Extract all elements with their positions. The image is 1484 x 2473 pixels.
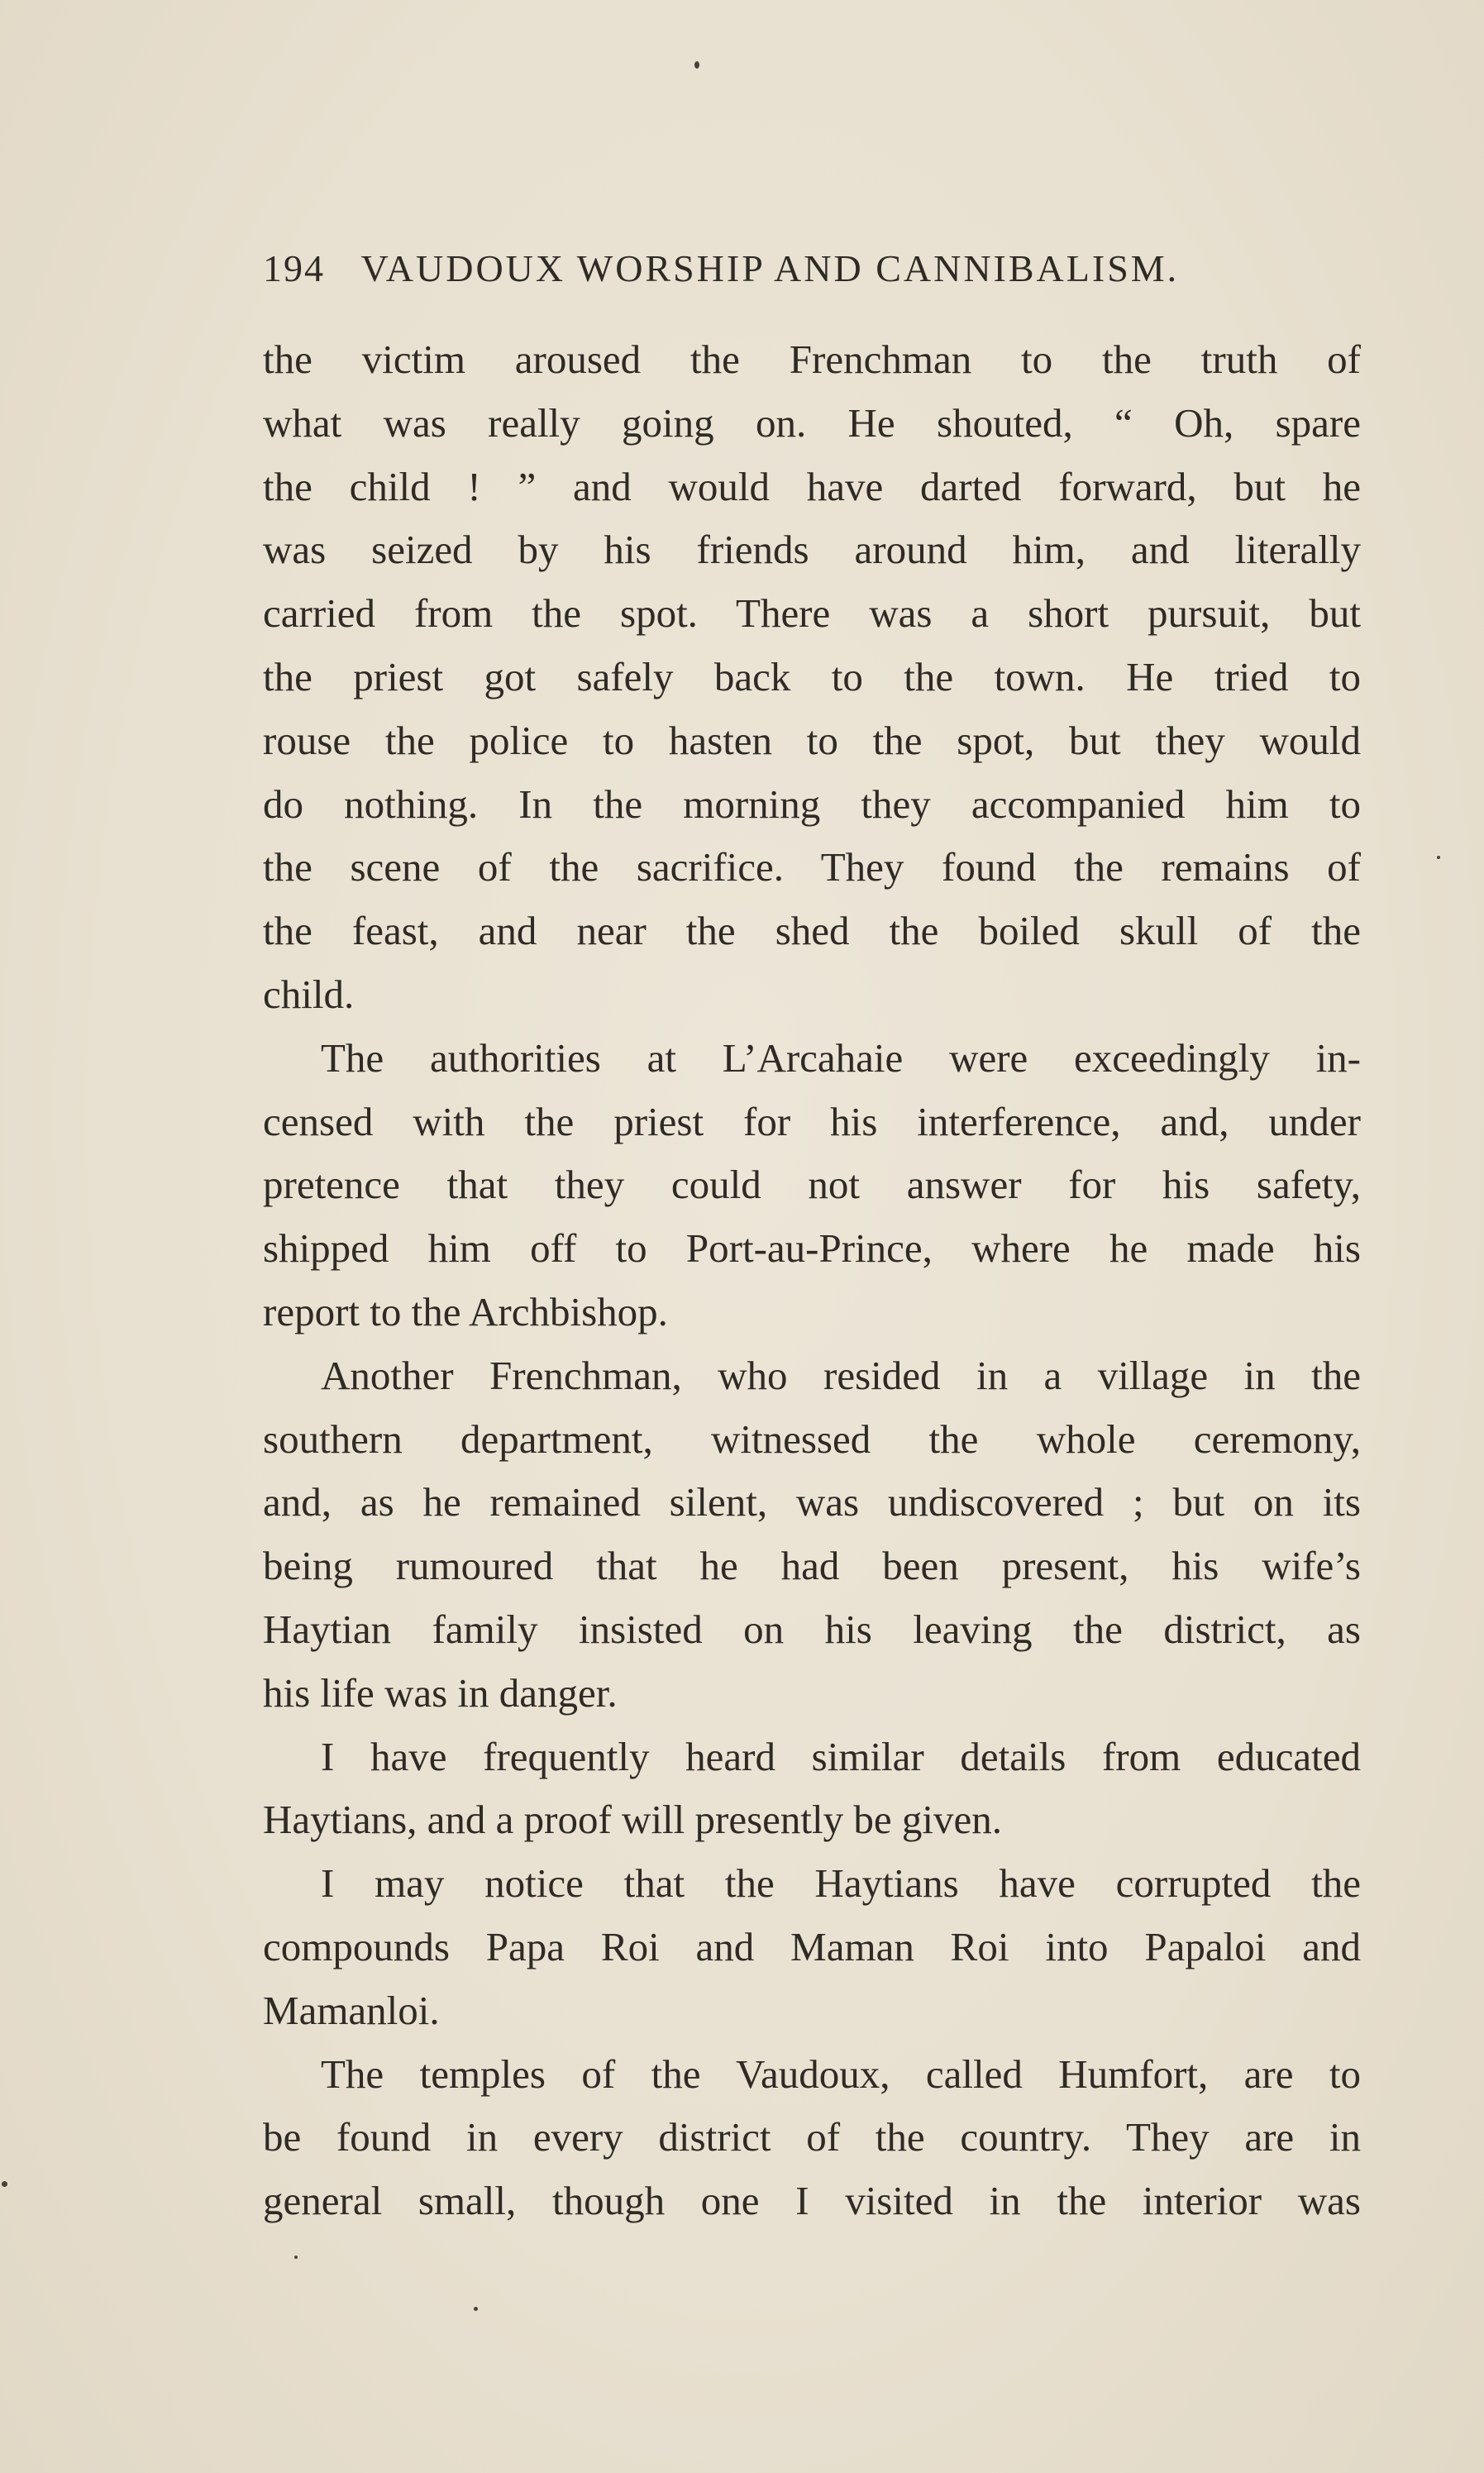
text-line: the scene of the sacrifice. They found the remains of bbox=[263, 844, 1361, 890]
text-line: the priest got safely back to the town. He tried to bbox=[263, 653, 1361, 699]
paragraph-start-line: I have frequently heard similar details from educated bbox=[321, 1733, 1361, 1779]
text-line: being rumoured that he had been present, his wife’s bbox=[263, 1543, 1361, 1589]
text-line: compounds Papa Roi and Maman Roi into Papaloi and bbox=[263, 1923, 1361, 1969]
paragraph-start-line: Another Frenchman, who resided in a village in the bbox=[321, 1352, 1361, 1398]
text-line: Haytians, and a proof will presently be given. bbox=[263, 1797, 1003, 1843]
text-line: the feast, and near the shed the boiled skull of the bbox=[263, 908, 1361, 954]
text-line: censed with the priest for his interference, and, under bbox=[263, 1098, 1361, 1144]
text-line: child. bbox=[263, 971, 355, 1017]
text-line: was seized by his friends around him, and literally bbox=[263, 527, 1361, 573]
text-line: Haytian family insisted on his leaving the district, as bbox=[263, 1606, 1361, 1652]
paragraph-start-line: The authorities at L’Arcahaie were exceedingly in- bbox=[321, 1034, 1361, 1081]
text-line: southern department, witnessed the whole ceremony, bbox=[263, 1416, 1361, 1462]
text-line: carried from the spot. There was a short pursuit, but bbox=[263, 590, 1361, 637]
text-line: Mamanloi. bbox=[263, 1987, 440, 2033]
paragraph-start-line: I may notice that the Haytians have corrupted the bbox=[321, 1860, 1361, 1907]
print-speck bbox=[474, 2307, 478, 2311]
body-text bbox=[263, 328, 1361, 2233]
text-line: pretence that they could not answer for his safety, bbox=[263, 1162, 1361, 1208]
text-line: his life was in danger. bbox=[263, 1669, 618, 1716]
text-line: rouse the police to hasten to the spot, but they would bbox=[263, 717, 1361, 763]
running-title: VAUDOUX WORSHIP AND CANNIBALISM. bbox=[360, 247, 1180, 289]
page-number: 194 bbox=[263, 247, 325, 289]
text-line: what was really going on. He shouted, “ Oh, spare bbox=[263, 399, 1361, 446]
text-line: report to the Archbishop. bbox=[263, 1288, 668, 1334]
text-line: the victim aroused the Frenchman to the truth of bbox=[263, 337, 1361, 382]
paragraph-start-line: The temples of the Vaudoux, called Humfort, are to bbox=[321, 2050, 1361, 2097]
print-speck bbox=[694, 61, 699, 69]
text-line: and, as he remained silent, was undiscovered ; but on its bbox=[263, 1479, 1361, 1525]
text-line: shipped him off to Port-au-Prince, where he made his bbox=[263, 1225, 1361, 1272]
print-speck bbox=[294, 2256, 298, 2259]
print-speck bbox=[1437, 856, 1440, 859]
print-speck bbox=[2, 2181, 7, 2187]
running-header bbox=[263, 240, 1371, 298]
text-line: general small, though one I visited in the interior was bbox=[263, 2178, 1361, 2224]
text-line: the child ! ” and would have darted forward, but he bbox=[263, 463, 1361, 509]
text-line: do nothing. In the morning they accompanied him to bbox=[263, 781, 1361, 827]
text-line: be found in every district of the country. They are in bbox=[263, 2114, 1361, 2160]
